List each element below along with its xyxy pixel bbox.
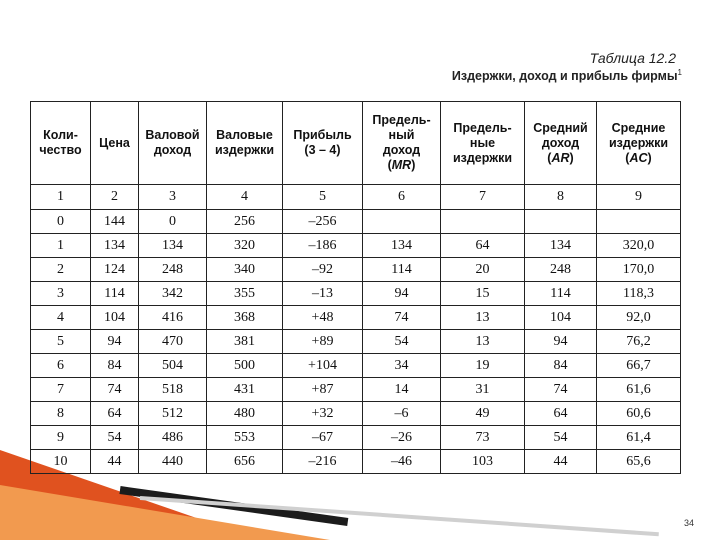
column-header-symbol-text: AC (629, 150, 648, 165)
table-cell: 103 (441, 450, 525, 474)
data-table (30, 101, 681, 474)
table-cell: 3 (31, 282, 91, 306)
column-header (597, 102, 681, 185)
table-cell: 61,6 (597, 378, 681, 402)
table-cell: 34 (363, 354, 441, 378)
table-title-text: Издержки, доход и прибыль фирмы (451, 69, 678, 84)
table-row (31, 306, 681, 330)
table-cell: 368 (207, 306, 283, 330)
table-cell: 31 (441, 378, 525, 402)
table-cell: 256 (207, 210, 283, 234)
table-row (31, 330, 681, 354)
table-row (31, 426, 681, 450)
table-cell: –6 (363, 402, 441, 426)
table-cell: 13 (441, 306, 525, 330)
table-cell: 19 (441, 354, 525, 378)
column-header-label: Предель- ный доход (372, 113, 431, 157)
table-cell: 320,0 (597, 234, 681, 258)
table-cell: 355 (207, 282, 283, 306)
table-cell: 170,0 (597, 258, 681, 282)
table-cell: –186 (283, 234, 363, 258)
table-cell: 64 (91, 402, 139, 426)
column-number-cell: 8 (525, 185, 597, 210)
table-cell: +89 (283, 330, 363, 354)
column-header-label: Цена (99, 135, 130, 150)
table-cell: 6 (31, 354, 91, 378)
table-cell: 320 (207, 234, 283, 258)
table-cell: 342 (139, 282, 207, 306)
table-cell: 92,0 (597, 306, 681, 330)
column-header-symbol: (AC) (625, 150, 652, 165)
table-cell: 134 (91, 234, 139, 258)
table-cell: +32 (283, 402, 363, 426)
table-cell: 20 (441, 258, 525, 282)
footnote-mark: 1 (677, 68, 682, 77)
column-header-label: Средний доход (533, 120, 588, 150)
table-cell: 440 (139, 450, 207, 474)
table-cell: 114 (91, 282, 139, 306)
table-cell: 118,3 (597, 282, 681, 306)
table-cell: –26 (363, 426, 441, 450)
table-cell (525, 210, 597, 234)
table-cell: 480 (207, 402, 283, 426)
table-cell: 504 (139, 354, 207, 378)
table-cell: 1 (31, 234, 91, 258)
table-cell: +104 (283, 354, 363, 378)
table-cell: 15 (441, 282, 525, 306)
column-number-cell: 9 (597, 185, 681, 210)
table-cell: 65,6 (597, 450, 681, 474)
column-header (363, 102, 441, 185)
table-cell: 486 (139, 426, 207, 450)
table-cell: 144 (91, 210, 139, 234)
column-header (441, 102, 525, 185)
table-cell: 0 (139, 210, 207, 234)
table-cell: 340 (207, 258, 283, 282)
table-cell: 248 (139, 258, 207, 282)
table-cell (441, 210, 525, 234)
table-row (31, 258, 681, 282)
table-cell: 134 (363, 234, 441, 258)
table-cell: 10 (31, 450, 91, 474)
column-header-symbol: (MR) (387, 158, 416, 172)
table-row (31, 450, 681, 474)
column-header-label: Предель- ные издержки (452, 120, 513, 165)
table-cell: –13 (283, 282, 363, 306)
column-number-cell: 7 (441, 185, 525, 210)
table-cell: 44 (525, 450, 597, 474)
column-header-symbol-text: MR (391, 158, 412, 172)
column-header-symbol: (AR) (547, 150, 574, 165)
column-header-label: Прибыль (3 – 4) (293, 128, 352, 157)
table-cell: –216 (283, 450, 363, 474)
table-cell: 60,6 (597, 402, 681, 426)
table-cell: 14 (363, 378, 441, 402)
column-number-cell: 5 (283, 185, 363, 210)
table-cell: +87 (283, 378, 363, 402)
column-header-label: Валовые издержки (214, 128, 275, 157)
table-cell: 134 (525, 234, 597, 258)
table-cell: 66,7 (597, 354, 681, 378)
table-cell: 54 (525, 426, 597, 450)
table-cell: 2 (31, 258, 91, 282)
table-cell: 104 (91, 306, 139, 330)
column-header (91, 102, 139, 185)
column-numbers-row (31, 185, 681, 210)
table-title (452, 68, 682, 83)
table-cell: 114 (525, 282, 597, 306)
column-header (283, 102, 363, 185)
column-header-label: Коли- чество (39, 128, 82, 157)
table-cell: 0 (31, 210, 91, 234)
table-cell: 64 (525, 402, 597, 426)
table-body (31, 185, 681, 474)
table-cell: 512 (139, 402, 207, 426)
column-header (31, 102, 91, 185)
table-cell: 553 (207, 426, 283, 450)
table-cell: 470 (139, 330, 207, 354)
table-cell: 518 (139, 378, 207, 402)
table-cell: –67 (283, 426, 363, 450)
table-cell: 94 (91, 330, 139, 354)
header-row (31, 102, 681, 185)
table-cell: +48 (283, 306, 363, 330)
table-cell: 248 (525, 258, 597, 282)
table-cell: 74 (525, 378, 597, 402)
table-cell: 114 (363, 258, 441, 282)
column-header-label: Валовой доход (145, 128, 200, 157)
table-cell: –92 (283, 258, 363, 282)
column-header (525, 102, 597, 185)
table-cell: 76,2 (597, 330, 681, 354)
column-header-label: Средние издержки (608, 120, 669, 150)
table-row (31, 402, 681, 426)
table-row (31, 354, 681, 378)
table-cell: –256 (283, 210, 363, 234)
table-cell: 381 (207, 330, 283, 354)
table-cell (363, 210, 441, 234)
table-cell: 7 (31, 378, 91, 402)
table-cell: 124 (91, 258, 139, 282)
table-cell: 74 (363, 306, 441, 330)
table-row (31, 210, 681, 234)
column-header (207, 102, 283, 185)
table-cell: 500 (207, 354, 283, 378)
table-cell: 74 (91, 378, 139, 402)
table-cell: 54 (363, 330, 441, 354)
page-number: 34 (683, 518, 694, 528)
table-cell: 94 (525, 330, 597, 354)
table-cell (597, 210, 681, 234)
table-row (31, 234, 681, 258)
table-cell: 61,4 (597, 426, 681, 450)
table-cell: 8 (31, 402, 91, 426)
table-cell: 49 (441, 402, 525, 426)
table-cell: 84 (91, 354, 139, 378)
table-cell: 431 (207, 378, 283, 402)
table-cell: –46 (363, 450, 441, 474)
column-number-cell: 1 (31, 185, 91, 210)
column-header-symbol-text: AR (551, 150, 570, 165)
table-cell: 44 (91, 450, 139, 474)
column-header (139, 102, 207, 185)
table-cell: 656 (207, 450, 283, 474)
table-cell: 9 (31, 426, 91, 450)
table-cell: 416 (139, 306, 207, 330)
table-cell: 84 (525, 354, 597, 378)
table-row (31, 378, 681, 402)
table-cell: 5 (31, 330, 91, 354)
table-number: Таблица 12.2 (589, 50, 676, 66)
table-cell: 134 (139, 234, 207, 258)
column-number-cell: 2 (91, 185, 139, 210)
column-number-cell: 4 (207, 185, 283, 210)
table-cell: 73 (441, 426, 525, 450)
column-number-cell: 3 (139, 185, 207, 210)
table-cell: 94 (363, 282, 441, 306)
table-cell: 13 (441, 330, 525, 354)
table-cell: 64 (441, 234, 525, 258)
table-cell: 4 (31, 306, 91, 330)
table-cell: 104 (525, 306, 597, 330)
table-cell: 54 (91, 426, 139, 450)
column-number-cell: 6 (363, 185, 441, 210)
table-row (31, 282, 681, 306)
